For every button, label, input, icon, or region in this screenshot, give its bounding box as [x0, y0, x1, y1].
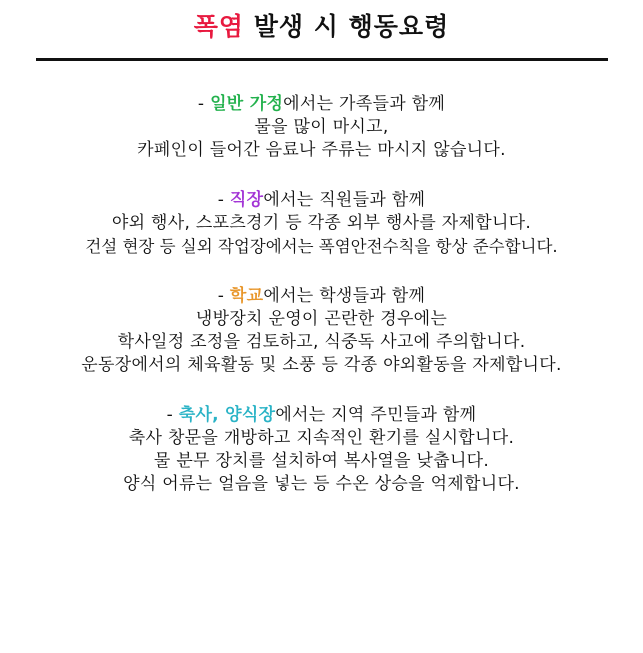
section-farm — [0, 404, 643, 496]
heading-rest: 에서는 지역 주민들과 함께 — [275, 405, 477, 425]
section-line: 냉방장치 운영이 곤란한 경우에는 — [195, 309, 448, 329]
section-line: 야외 행사, 스포츠경기 등 각종 외부 행사를 자제합니다. — [111, 213, 532, 233]
section-home — [0, 93, 643, 162]
title-divider — [36, 58, 608, 61]
page-title — [0, 10, 643, 44]
title-rest: 발생 시 행동요령 — [244, 12, 450, 41]
section-line: 운동장에서의 체육활동 및 소풍 등 각종 야외활동을 자제합니다. — [81, 355, 562, 375]
heading-highlight: 직장 — [229, 190, 264, 210]
heading-prefix: - — [217, 286, 230, 306]
section-heading — [0, 189, 643, 212]
heading-prefix: - — [166, 405, 179, 425]
section-school — [0, 285, 643, 377]
heading-rest: 에서는 학생들과 함께 — [263, 286, 426, 306]
guidelines-content — [0, 93, 643, 523]
section-line: 양식 어류는 얼음을 넣는 등 수온 상승을 억제합니다. — [123, 474, 520, 494]
section-line: 학사일정 조정을 검토하고, 식중독 사고에 주의합니다. — [117, 332, 526, 352]
heading-highlight: 축사, 양식장 — [178, 405, 276, 425]
section-line: 카페인이 들어간 음료나 주류는 마시지 않습니다. — [137, 140, 506, 160]
heading-highlight: 학교 — [229, 286, 264, 306]
section-line: 건설 현장 등 실외 작업장에서는 폭염안전수칙을 항상 준수합니다. — [85, 237, 558, 256]
heading-highlight: 일반 가정 — [210, 94, 284, 114]
title-highlight: 폭염 — [193, 12, 245, 41]
heading-rest: 에서는 직원들과 함께 — [263, 190, 426, 210]
heading-rest: 에서는 가족들과 함께 — [283, 94, 446, 114]
section-line: 축사 창문을 개방하고 지속적인 환기를 실시합니다. — [128, 428, 515, 448]
section-heading — [0, 285, 643, 308]
section-line: 물을 많이 마시고, — [254, 117, 389, 137]
section-line: 물 분무 장치를 설치하여 복사열을 낮춥니다. — [153, 451, 490, 471]
section-heading — [0, 404, 643, 427]
section-heading — [0, 93, 643, 116]
heading-prefix: - — [197, 94, 211, 114]
section-workplace — [0, 189, 643, 258]
heading-prefix: - — [217, 190, 230, 210]
